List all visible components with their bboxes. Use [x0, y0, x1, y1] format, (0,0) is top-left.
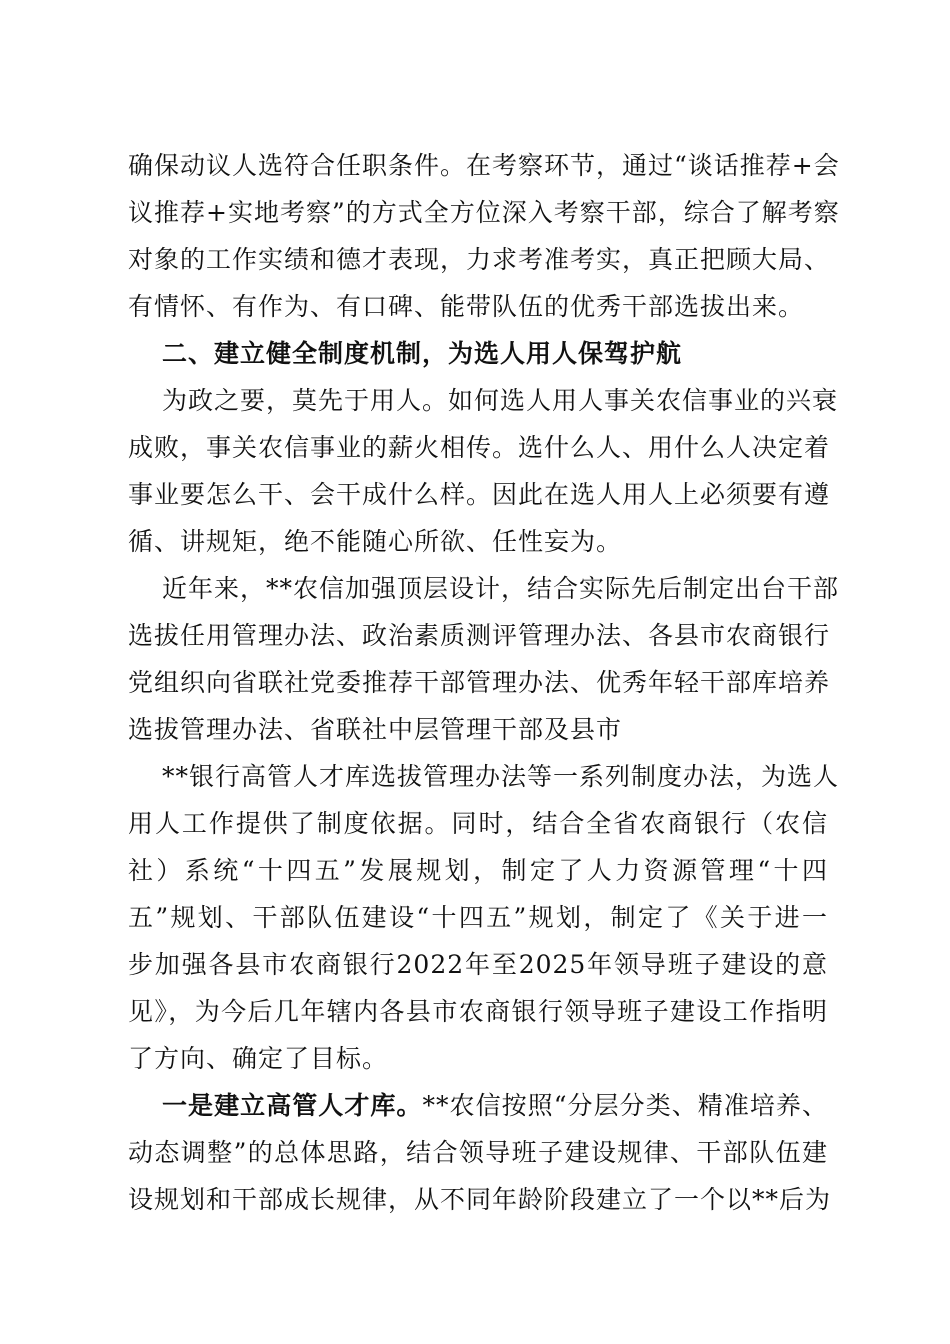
paragraph-4-line-5: 步加强各县市农商银行2022年至2025年领导班子建设的意	[128, 950, 828, 979]
paragraph-4-line-6: 见》，为今后几年辖内各县市农商银行领导班子建设工作指明	[128, 997, 828, 1026]
paragraph-2-line-1: 为政之要，莫先于用人。如何选人用人事关农信事业的兴衰	[162, 386, 839, 415]
paragraph-4-line-1: **银行高管人才库选拔管理办法等一系列制度办法，为选人	[162, 762, 840, 791]
paragraph-3-line-4: 选拔管理办法、省联社中层管理干部及县市	[128, 715, 623, 744]
paragraph-3-line-1: 近年来，**农信加强顶层设计，结合实际先后制定出台干部	[162, 574, 840, 603]
paragraph-3-line-2: 选拔任用管理办法、政治素质测评管理办法、各县市农商银行	[128, 621, 831, 650]
paragraph-3-line-3: 党组织向省联社党委推荐干部管理办法、优秀年轻干部库培养	[128, 668, 831, 697]
paragraph-5-line-1-rest: **农信按照“分层分类、精准培养、	[422, 1091, 828, 1120]
paragraph-5-line-1	[162, 1086, 828, 1126]
paragraph-1-line-3: 对象的工作实绩和德才表现，力求考准考实，真正把顾大局、	[128, 245, 831, 274]
section-heading: 二、建立健全制度机制，为选人用人保驾护航	[162, 339, 683, 368]
paragraph-2-line-2: 成败，事关农信事业的薪火相传。选什么人、用什么人决定着	[128, 433, 831, 462]
paragraph-2-line-3: 事业要怎么干、会干成什么样。因此在选人用人上必须要有遵	[128, 480, 831, 509]
paragraph-5-line-3: 设规划和干部成长规律，从不同年龄阶段建立了一个以**后为	[128, 1185, 832, 1214]
paragraph-5-line-2: 动态调整”的总体思路，结合领导班子建设规律、干部队伍建	[128, 1138, 828, 1167]
paragraph-1-line-4: 有情怀、有作为、有口碑、能带队伍的优秀干部选拔出来。	[128, 292, 805, 321]
paragraph-1-line-2: 议推荐+实地考察”的方式全方位深入考察干部，综合了解考察	[128, 198, 840, 227]
paragraph-4-line-4: 五”规划、干部队伍建设“十四五”规划，制定了《关于进一	[128, 903, 828, 932]
paragraph-1-line-1: 确保动议人选符合任职条件。在考察环节，通过“谈话推荐+会	[128, 151, 840, 180]
paragraph-2-line-4: 循、讲规矩，绝不能随心所欲、任性妄为。	[128, 527, 623, 556]
paragraph-4-line-2: 用人工作提供了制度依据。同时，结合全省农商银行（农信	[128, 809, 828, 838]
paragraph-4-line-7: 了方向、确定了目标。	[128, 1044, 389, 1073]
paragraph-5-lead: 一是建立高管人才库。	[162, 1091, 423, 1120]
paragraph-4-line-3: 社）系统“十四五”发展规划，制定了人力资源管理“十四	[128, 856, 828, 885]
